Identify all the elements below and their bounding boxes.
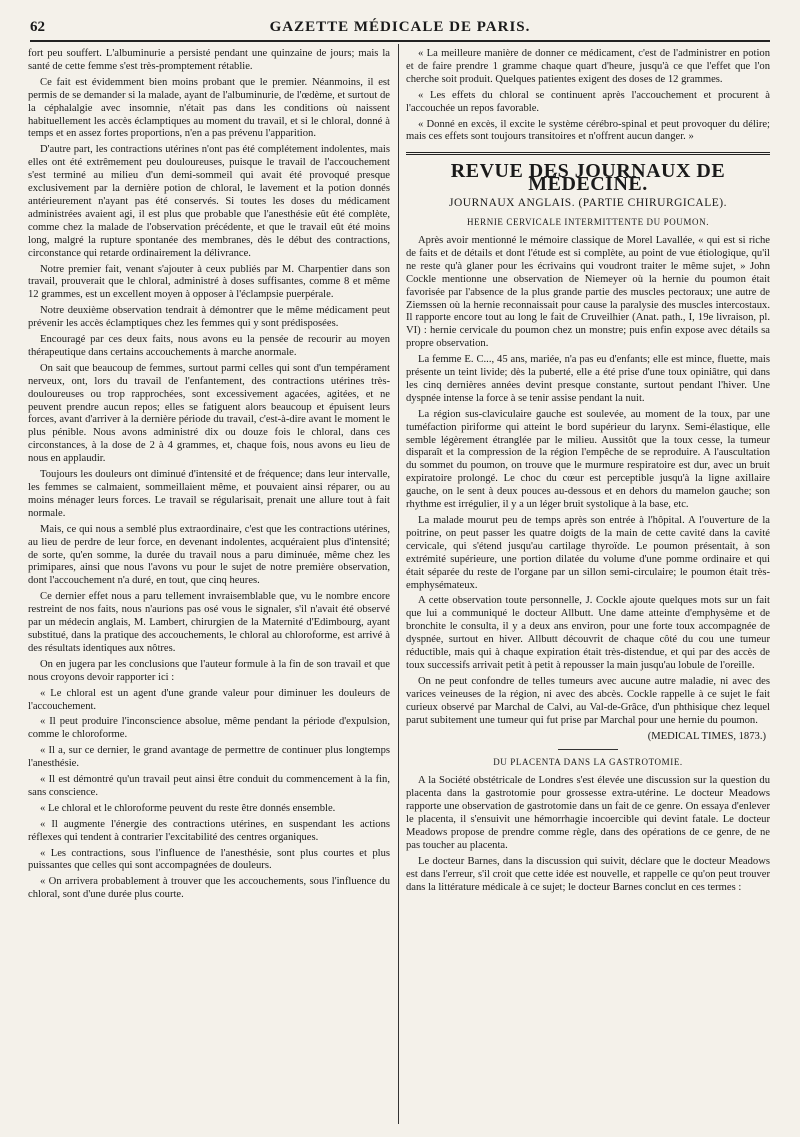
paragraph: fort peu souffert. L'albuminurie a persisté pendant une quinzaine de jours; mais la santé de cette femme s'est très-promptement rétablie. — [28, 48, 390, 72]
paragraph: La région sus-claviculaire gauche est soulevée, au moment de la toux, par une tuméfaction piriforme qui atteint le bord supérieur du larynx. Semi-élastique, elle semble légèrement étranglée par le milieu. Aussitôt que la toux cesse, la tumeur disparaît et la compression de la région l'empêche de se reproduire. A l'auscultation du sommet du poumon, on trouve que le murmure respiratoire est dur, avec un bruit expiratoire prolongé. Le choc du cœur est perceptible jusqu'à la ligne axillaire gauche, on le sent à deux pouces au-dessous et en dehors du mamelon gauche; son rhythme est irrégulier, il y a un léger bruit systolique à la base, etc. — [406, 408, 770, 511]
page-number: 62 — [30, 19, 45, 35]
review-subtitle: JOURNAUX ANGLAIS. (PARTIE CHIRURGICALE). — [449, 197, 727, 210]
quote-paragraph: « Il augmente l'énergie des contractions utérines, en suspendant les actions réflexes qui tendent à contrarier l'excitabilité des centres organiques. — [28, 818, 390, 843]
paragraph: Notre premier fait, venant s'ajouter à ceux publiés par M. Charpentier dans son travail, prouverait que le chloral, administré à doses suffisantes, comme 8 et même 12 grammes, est un excellent moyen à opposer à l'éclampsie puerpérale. — [28, 263, 390, 301]
quote-paragraph: « Il peut produire l'inconscience absolue, même pendant la période d'expulsion, comme le chloroforme. — [28, 716, 390, 741]
right-column — [406, 48, 770, 897]
quote-paragraph: « Il a, sur ce dernier, le grand avantage de permettre de continuer plus longtemps l'anesthésie. — [28, 745, 390, 770]
quote-paragraph: « Le chloral est un agent d'une grande valeur pour diminuer les douleurs de l'accouchement. — [28, 687, 390, 712]
quote-paragraph: « Il est démontré qu'un travail peut ainsi être conduit du commencement à la fin, sans conscience. — [28, 774, 390, 798]
paragraph: D'autre part, les contractions utérines n'ont pas été complétement indolentes, mais elles ont été extrêmement peu douloureuses, puisque le travail de l'accouchement s'est terminé au milieu d'un demi-sommeil qui avait été provoqué presque exclusivement par la dernière potion de chloral, le lavement et la potion donnés antérieurement n'ayant pas été conservés. Si toutes les doses du médicament administrées avaient agi, il est plus que probable que l'anesthésie eût été complète, comme chez la malade de l'observation précédente, et que le travail eût été moins long, malgré la rupture spontanée des membranes, dès le début des contractions, circonstance qui retarde ordinairement la délivrance. — [28, 144, 390, 259]
left-column — [28, 48, 390, 905]
paragraph: A cette observation toute personnelle, J. Cockle ajoute quelques mots sur un fait que lui a communiqué le docteur Allbutt. Une dame atteinte d'emphysème et de bronchite le consulta, il y a deux ans environ, pour une forte toux accompagnée de dyspnée, surtout en hiver. Allbutt découvrit de chaque côté du cou une tumeur réductible, mais qui à chaque expiration était très-distendue, et qui par des accès de toux successifs arrivait petit à petit à repousser la main jusqu'au lobule de l'oreille. — [406, 595, 770, 671]
paragraph: Encouragé par ces deux faits, nous avons eu la pensée de recourir au moyen thérapeutique dans certains accouchements à marche anormale. — [28, 334, 390, 358]
paragraph: Toujours les douleurs ont diminué d'intensité et de fréquence; dans leur intervalle, les femmes se calmaient, sommeillaient même, et pouvaient ainsi réparer, ou au moins ménager leurs forces. Le travail se régularisait, prenait une allure tout à fait normale. — [28, 469, 390, 519]
quote-paragraph: « La meilleure manière de donner ce médicament, c'est de l'administrer en potion et de faire prendre 1 gramme chaque quart d'heure, jusqu'à ce que l'effet que l'on cherche soit produit. Quelques patientes exigent des doses de 12 grammes. — [406, 48, 770, 85]
paragraph: Après avoir mentionné le mémoire classique de Morel Lavallée, « qui est si riche de faits et de détails et dont l'étude est si complète, au point de vue étiologique, qu'il ne reste qu'à glaner pour les écrivains qui voudront traiter le même sujet, » John Cockle mentionne une observation de Niemeyer où la hernie du poumon était favorisée par l'absence de la plus grande partie des muscles pectoraux; une autre de Ziemssen où la hernie reconnaissait pour cause la paralysie des muscles intercostaux. Il rapporte encore tout au long le fait de Cruveilhier (Anat. path., I, 19e livraison, pl. VI) : hernie cervicale du poumon chez un monstre; puis enfin expose avec détails sa propre observation. — [406, 234, 770, 350]
paragraph: Ce fait est évidemment bien moins probant que le premier. Néanmoins, il est permis de se demander si la malade, ayant de l'albuminurie, de l'œdème, et surtout de la céphalalgie avec insomnie, n'était pas dans les conditions où naissent habituellement les accès éclamptiques au moment du travail, et si le chloral, donné à temps et en assez fortes proportions, n'en a pas prévenu l'apparition. — [28, 76, 390, 140]
quote-paragraph: « Les effets du chloral se continuent après l'accouchement et procurent à l'accouchée un repos favorable. — [406, 89, 770, 114]
quote-paragraph: « Donné en excès, il excite le système cérébro-spinal et peut provoquer du délire; mais ces effets sont toujours transitoires et n'offrent aucun danger. » — [406, 118, 770, 143]
journal-title: GAZETTE MÉDICALE DE PARIS. — [269, 19, 531, 35]
section-rule — [406, 152, 770, 155]
paragraph: On en jugera par les conclusions que l'auteur formule à la fin de son travail et que nous croyons devoir rapporter ici : — [28, 658, 390, 683]
article-title-hernie: HERNIE CERVICALE INTERMITTENTE DU POUMON. — [466, 217, 710, 228]
paragraph: La femme E. C..., 45 ans, mariée, n'a pas eu d'enfants; elle est mince, fluette, mais présente un teint livide; dès la puberté, elle a été prise d'une toux opiniâtre, qui dans les cinq dernières années devint presque constante, surtout pendant l'hiver. Une dyspnée intense la force à se tenir assise pendant la nuit. — [406, 354, 770, 404]
paragraph: Mais, ce qui nous a semblé plus extraordinaire, c'est que les contractions utérines, au lieu de perdre de leur force, en devenant indolentes, acquéraient plus d'intensité; de sorte, qu'en somme, la durée du travail nous a paru diminuée, même chez les primipares, ainsi que nous l'avons vu pour le sujet de notre première observation, dont l'accouchement n'a duré, en tout, que cinq heures. — [28, 523, 390, 587]
column-divider — [398, 44, 399, 1124]
paragraph: On ne peut confondre de telles tumeurs avec aucune autre maladie, ni avec des varices veineuses de la région, ni avec des abcès. Cockle rappelle à ce sujet le fait curieux observé par Marchal de Calvi, au Val-de-Grâce, d'un phthisique chez lequel parut subitement une tumeur qui fut prise par Marchal pour une hernie du poumon. — [406, 675, 770, 726]
paragraph: La malade mourut peu de temps après son entrée à l'hôpital. A l'ouverture de la poitrine, on peut passer les quatre doigts de la main de cette cavité dans la cavité cervicale, qui s'étend jusqu'au cartilage thyroïde. Le poumon présentait, à son extrémité supérieure, une portion dilatée du volume d'une pomme ordinaire et qui était séparée du reste de l'organe par un sillon semi-circulaire; le poumon était très-emphysémateux. — [406, 515, 770, 591]
quote-paragraph: « Le chloral et le chloroforme peuvent du reste être donnés ensemble. — [40, 802, 336, 814]
paragraph: Le docteur Barnes, dans la discussion qui suivit, déclare que le docteur Meadows est dans l'erreur, s'il croit que cette idée est nouvelle, et rappelle ce qu'on peut trouver dans la littérature médicale à ce sujet; le docteur Barnes conclut en ces termes : — [406, 855, 770, 893]
article-source: (MEDICAL TIMES, 1873.) — [647, 730, 766, 742]
paragraph: On sait que beaucoup de femmes, surtout parmi celles qui sont d'un tempérament nerveux, ont, lors du travail de l'enfantement, des contractions utérines très-douloureuses ou trop rapprochées, sont excessivement agacées, agitées, et ne peuvent prendre aucun repos; elles se fatiguent alors beaucoup et épuisent leurs forces, avant d'arriver à la dernière période du travail, c'est-à-dire avant le moment le plus pénible. Nous avons administré dix ou douze fois le chloral, dans ces circonstances, à la dose de 2 à 4 grammes, et, chaque fois, nous avons eu lieu de nous en applaudir. — [28, 362, 390, 465]
review-title: REVUE DES JOURNAUX DE MÉDECINE. — [450, 160, 726, 196]
paragraph: A la Société obstétricale de Londres s'est élevée une discussion sur la question du placenta dans la gastrotomie pour grossesse extra-utérine. Le docteur Meadows rapporte une observation de gastrotomie dans un fait de ce genre. On essaya d'enlever le placenta, il s'ensuivit une hémorrhagie incoercible qui devint fatale. Le docteur Meadows propose de prendre comme règle, dans des opérations de ce genre, de ne pas toucher au placenta. — [406, 775, 770, 851]
paragraph: Ce dernier effet nous a paru tellement invraisemblable que, vu le nombre encore restreint de nos faits, nous n'aurions pas osé vous le signaler, s'il n'avait été observé par un médecin anglais, M. Lambert, chirurgien de la Maternité d'Edimbourg, ayant substitué, dans la pratique des accouchements, le chloral au chloroforme, est arrivé à des résultats identiques aux nôtres. — [28, 591, 390, 654]
short-rule — [558, 749, 618, 750]
quote-paragraph: « On arrivera probablement à trouver que les accouchements, sous l'influence du chloral, sont d'une durée plus courte. — [28, 876, 390, 901]
paragraph: Notre deuxième observation tendrait à démontrer que le même médicament peut prévenir les accès éclamptiques chez les femmes qui y sont prédisposées. — [28, 305, 390, 330]
page-header — [30, 14, 770, 42]
article-title-placenta: DU PLACENTA DANS LA GASTROTOMIE. — [493, 757, 683, 768]
quote-paragraph: « Les contractions, sous l'influence de l'anesthésie, sont plus courtes et plus puissantes que celles qui sont accompagnées de douleurs. — [28, 847, 390, 872]
